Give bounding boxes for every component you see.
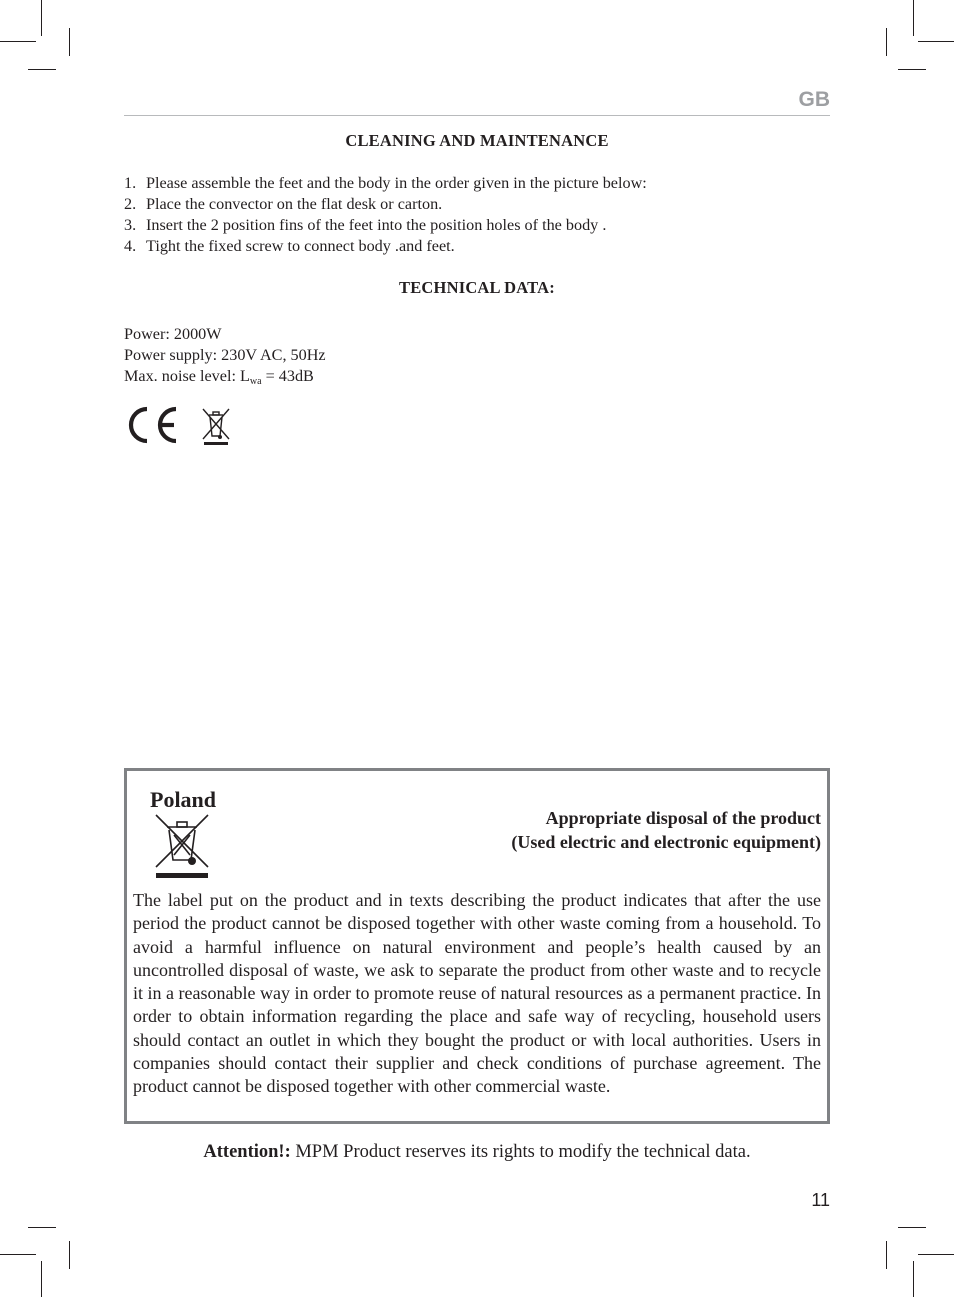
step-text: Tight the fixed screw to connect body .and feet. [146,237,455,255]
step-number: 1. [124,174,137,192]
step-text: Place the convector on the flat desk or carton. [146,195,443,213]
attention-text: MPM Product reserves its rights to modify the technical data. [290,1142,751,1162]
attention-label: Attention!: [203,1142,291,1162]
cleaning-heading: CLEANING AND MAINTENANCE [345,131,609,150]
list-item [124,173,647,194]
certification-marks [124,404,232,446]
noise-level: Max. noise level: $L_{wa} = 43dB$ [124,367,314,387]
crossed-bin-icon [200,406,232,446]
technical-heading: TECHNICAL DATA: [399,278,555,297]
step-number: 3. [124,216,137,234]
disposal-body: The label put on the product and in texts describing the product indicates that after the use period the product cannot be disposed together with other waste coming from a household. To avoid a harmful influence on natural environment and people’s health caused by an uncontrolled disposal of waste, we ask to separate the product from other waste and to recycle it in a reasonable way in order to promote reuse of natural resources as a permanent practice. In order to obtain information regarding the place and safe way of recycling, household users should contact an outlet in which they bought the product or with local authorities. Users in companies should contact their supplier and check conditions of purchase agreement. The product cannot be disposed together with other commercial waste. [133,890,821,1097]
ce-mark-icon [124,404,180,446]
assembly-steps [124,173,647,257]
list-item [124,215,647,236]
step-number: 4. [124,237,137,255]
country-label: Poland [150,787,217,812]
power-supply: Power supply: 230V AC, 50Hz [124,346,326,364]
attention-notice [124,1142,830,1163]
list-item [124,236,647,257]
page-number: 11 [811,1190,830,1210]
step-number: 2. [124,195,137,213]
power-rating: Power: 2000W [124,325,222,343]
step-text: Insert the 2 position fins of the feet into the position holes of the body . [146,216,607,234]
language-code: GB [798,88,830,111]
disposal-title: Appropriate disposal of the product (Used electric and electronic equipment) [511,808,821,852]
list-item [124,194,647,215]
disposal-notice-box [124,768,830,1124]
step-text: Please assemble the feet and the body in the order given in the picture below: [146,174,647,192]
weee-bin-icon [154,813,210,879]
header-rule [124,115,830,116]
technical-data [124,324,326,392]
